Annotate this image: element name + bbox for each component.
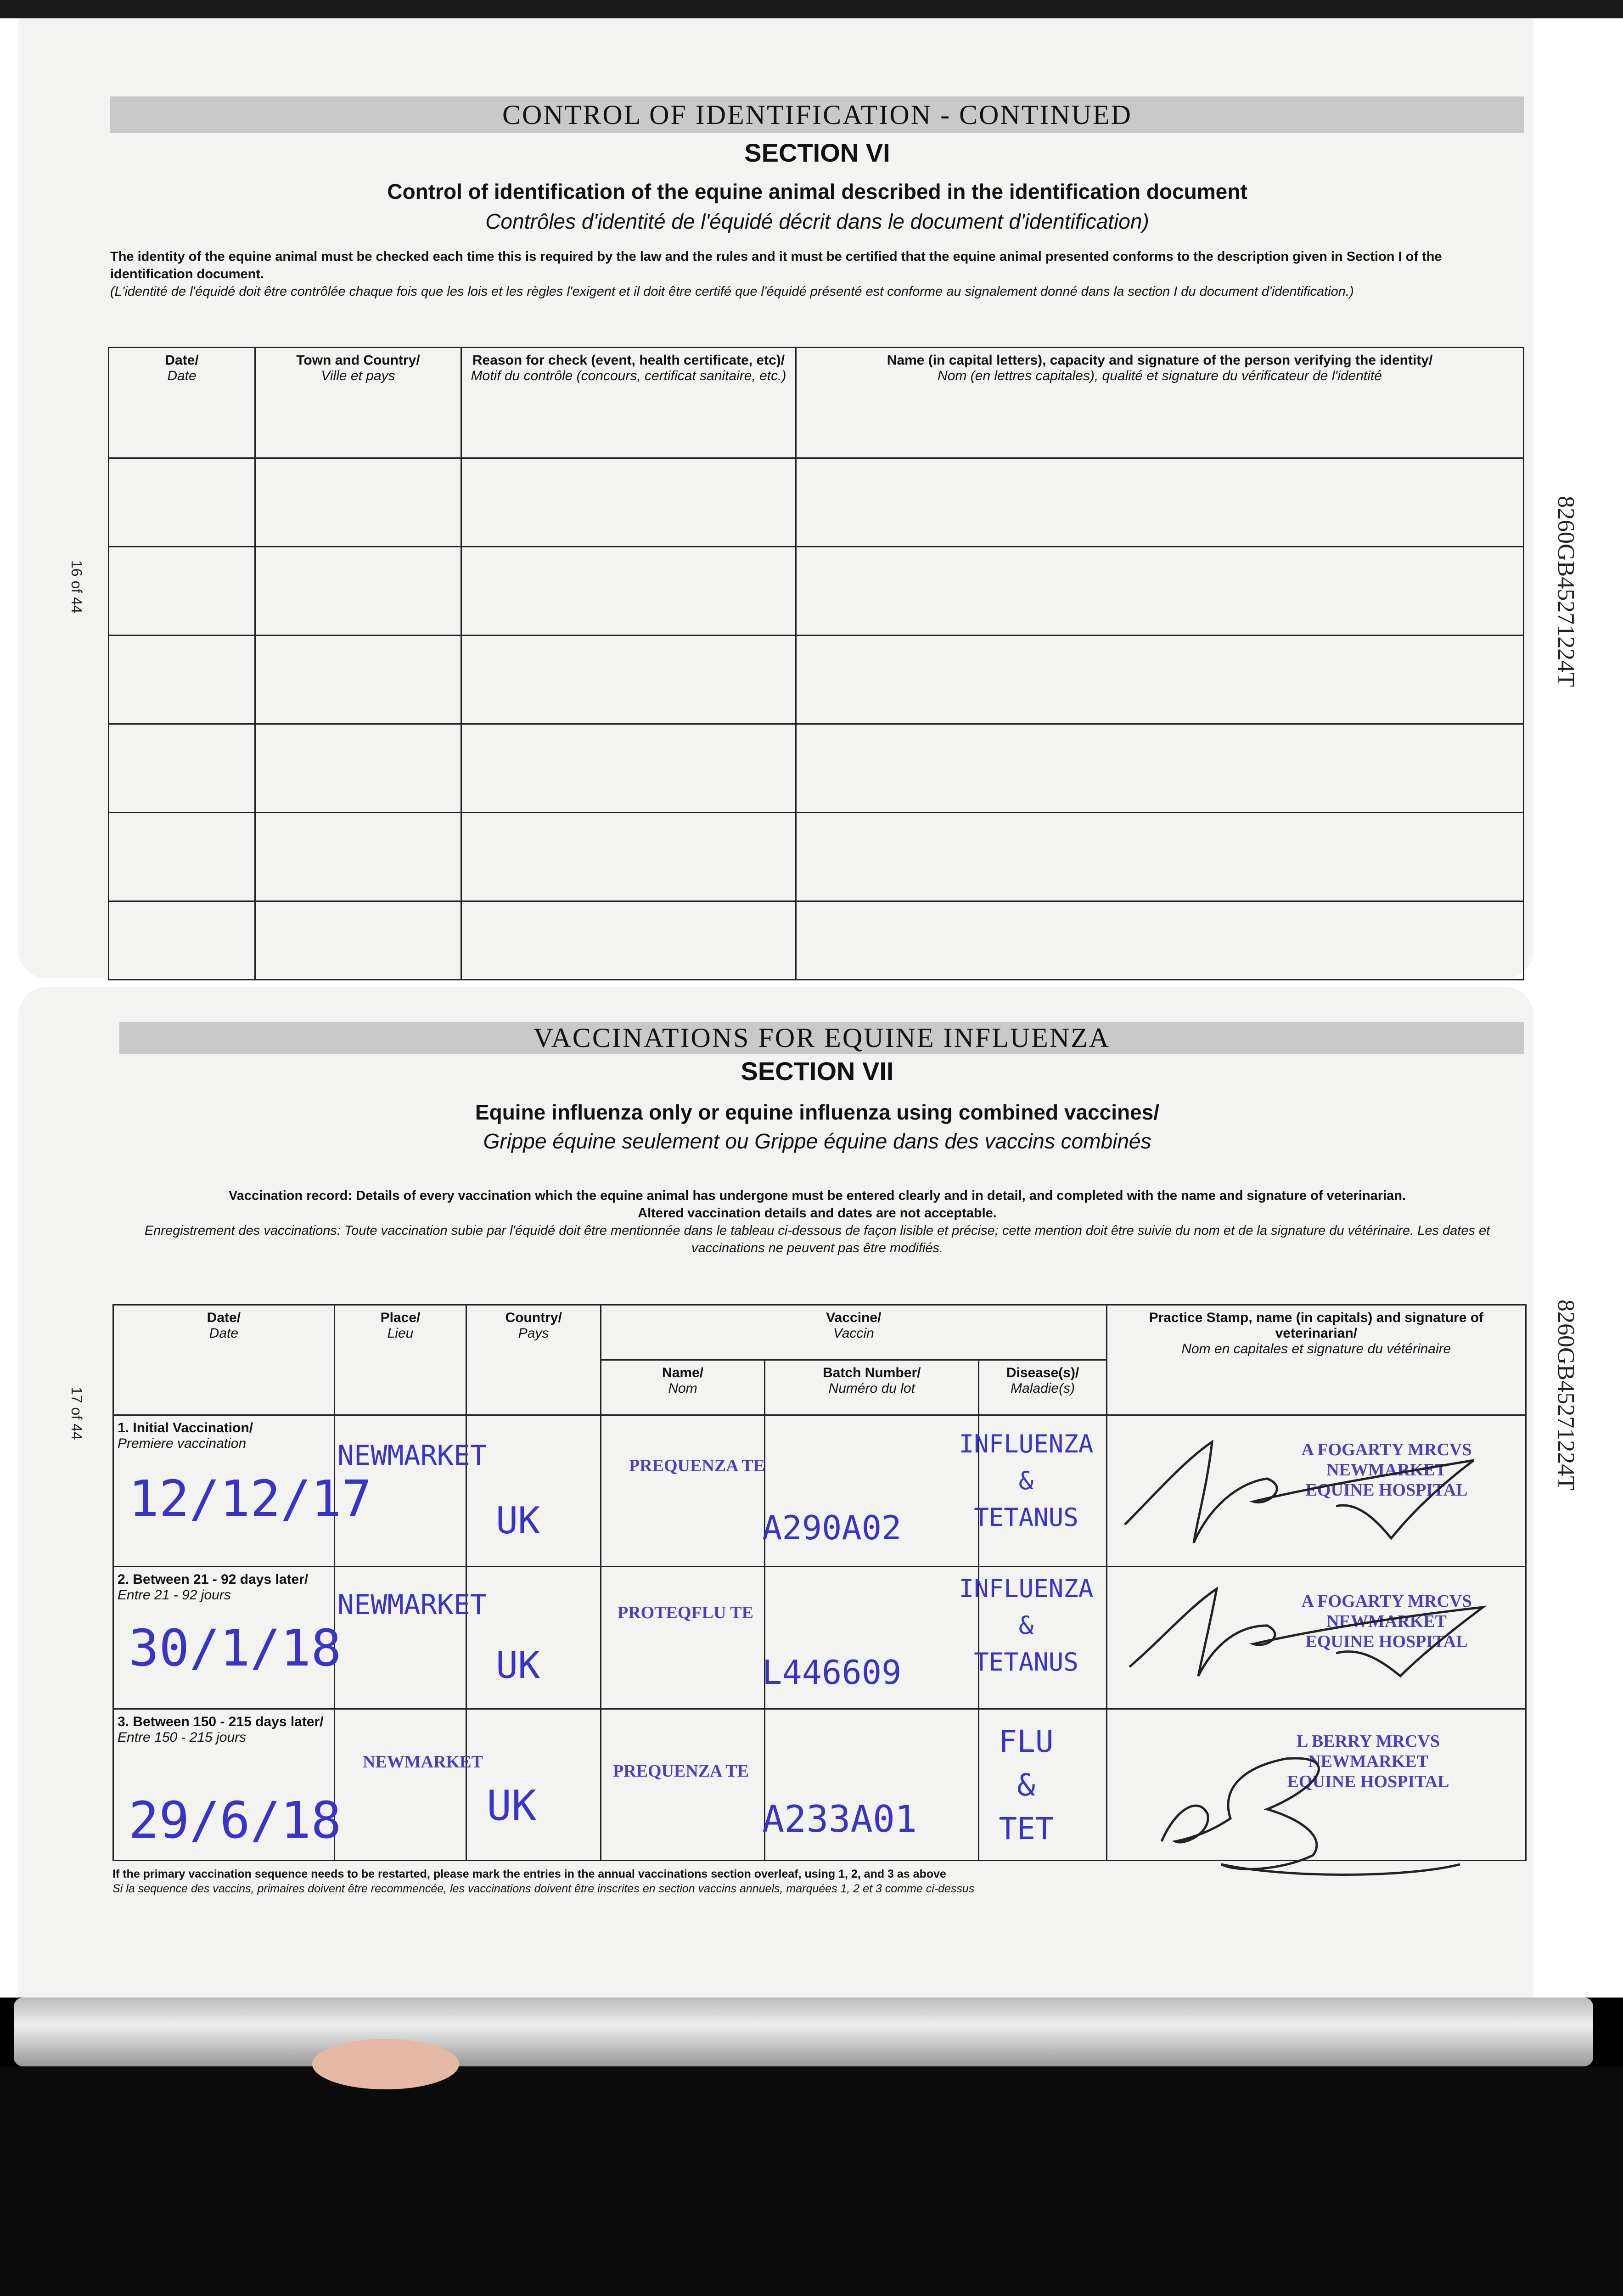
- section-title-en: Control of identification of the equine animal described in the identification document: [387, 180, 1247, 203]
- col-disease-header: Disease(s)/ Maladie(s): [979, 1360, 1106, 1415]
- row3-practice-stamp: L BERRY MRCVS NEWMARKET EQUINE HOSPITAL: [1287, 1732, 1449, 1791]
- vaccination-intro: [110, 1187, 1524, 1257]
- row3-label: 3. Between 150 - 215 days later/ Entre 150 - 215 jours: [113, 1709, 335, 1861]
- col-reason-header: Reason for check (event, health certificate, etc)/ Motif du contrôle (concours, certificat sanitaire, etc.): [461, 348, 796, 458]
- row3-vaccine: PREQUENZA TE: [613, 1761, 749, 1781]
- page-number-16: 16 of 44: [68, 560, 85, 613]
- col-date-header-2: Date/ Date: [113, 1305, 335, 1415]
- col-verifier-header: Name (in capital letters), capacity and signature of the person verifying the identity/ Nom (en lettres capitales), qualité et signature du vérificateur de l'identité: [796, 348, 1524, 458]
- footnote-fr: Si la sequence des vaccins, primaires doivent être recommencée, les vaccinations doivent être inscrites en section vaccins annuels, marquées 1, 2 et 3 comme ci-dessus: [112, 1882, 975, 1895]
- page-number-17: 17 of 44: [68, 1387, 85, 1440]
- top-dark-edge: [0, 0, 1623, 18]
- row1-place: NEWMARKET: [337, 1440, 487, 1472]
- row1-practice-stamp: A FOGARTY MRCVS NEWMARKET EQUINE HOSPITAL: [1301, 1440, 1472, 1500]
- col-country-header: Country/ Pays: [466, 1305, 601, 1415]
- table-row: [109, 636, 1524, 724]
- table-row: [109, 458, 1524, 547]
- intro-label: Vaccination record:: [229, 1188, 353, 1203]
- section-title-en-2: Equine influenza only or equine influenza using combined vaccines/: [475, 1100, 1160, 1124]
- row3-signature: [1148, 1727, 1469, 1878]
- row2-place: NEWMARKET: [337, 1589, 487, 1621]
- section-title-fr: Contrôles d'identité de l'équidé décrit dans le document d'identification): [485, 209, 1149, 233]
- row1-country: UK: [496, 1499, 540, 1542]
- side-id-page1: 8260GB45271224T: [1553, 496, 1579, 687]
- section-header-title: CONTROL OF IDENTIFICATION - CONTINUED: [502, 100, 1132, 130]
- row3-country: UK: [487, 1782, 537, 1830]
- row2-country: UK: [496, 1644, 540, 1687]
- identity-check-table: [108, 347, 1524, 980]
- table-row: [109, 813, 1524, 901]
- row2-vaccine: PROTEQFLU TE: [618, 1603, 753, 1622]
- row3-place: NEWMARKET: [363, 1752, 483, 1772]
- table-row: [109, 724, 1524, 813]
- row3-batch: A233A01: [762, 1798, 917, 1840]
- section-header-bar: [110, 96, 1524, 133]
- section-number: SECTION VI: [744, 138, 890, 167]
- row2-label: 2. Between 21 - 92 days later/ Entre 21 - 92 jours: [113, 1567, 335, 1709]
- intro-text-en: The identity of the equine animal must be checked each time this is required by the law and the rules and it must be certified that the equine animal presented conforms to the description given in Section I of the identification document.: [110, 249, 1442, 281]
- col-date-header: Date/ Date: [109, 348, 255, 458]
- row2-practice-stamp: A FOGARTY MRCVS NEWMARKET EQUINE HOSPITAL: [1301, 1592, 1472, 1651]
- table-row: [109, 547, 1524, 636]
- col-town-header: Town and Country/ Ville et pays: [255, 348, 461, 458]
- intro-text-fr: (L'identité de l'équidé doit être contrôlée chaque fois que les lois et les règles l'exigent et il doit être certifé que l'équidé présenté est conforme au signalement donné dans la section I du document d'identification.): [110, 284, 1354, 299]
- section-number-2: SECTION VII: [741, 1057, 894, 1086]
- binder-edge: [14, 1998, 1593, 2066]
- col-vaccine-header: Vaccine/ Vaccin: [601, 1305, 1107, 1360]
- section-title-fr-2: Grippe équine seulement ou Grippe équine dans des vaccins combinés: [483, 1129, 1151, 1153]
- table-row: [109, 901, 1524, 980]
- intro-text-en-2: Details of every vaccination which the equine animal has undergone must be entered clearly and in detail, and completed with the name and signature of veterinarian.: [356, 1188, 1406, 1203]
- bottom-background: [0, 2066, 1623, 2296]
- row1-disease: INFLUENZA & TETANUS: [959, 1429, 1094, 1532]
- row2-disease: INFLUENZA & TETANUS: [959, 1574, 1094, 1677]
- row1-batch: A290A02: [762, 1508, 902, 1547]
- row1-vaccine: PREQUENZA TE: [629, 1456, 765, 1475]
- section-header-bar-2: [119, 1022, 1524, 1054]
- row3-disease: FLU & TET: [999, 1724, 1054, 1846]
- row1-date: 12/12/17: [129, 1469, 372, 1528]
- col-practice-header: Practice Stamp, name (in capitals) and signature of veterinarian/ Nom en capitales et signature du vétérinaire: [1106, 1305, 1526, 1415]
- row2-signature: [1116, 1575, 1511, 1690]
- side-id-page2: 8260GB45271224T: [1553, 1300, 1579, 1491]
- footnote: [112, 1867, 1527, 1896]
- intro-text-fr-2: Enregistrement des vaccinations: Toute vaccination subie par l'équidé doit être mentionnée dans le tableau ci-dessous de façon lisible et précise; cette mention doit être suivie du nom et de la signature du vétérinaire. Les dates et vaccinations ne peuvent pas être modifiés.: [144, 1223, 1490, 1255]
- row1-label: 1. Initial Vaccination/ Premiere vaccination: [113, 1415, 335, 1567]
- footnote-en: If the primary vaccination sequence needs to be restarted, please mark the entries in the annual vaccinations section overleaf, using 1, 2, and 3 as above: [112, 1868, 946, 1880]
- col-place-header: Place/ Lieu: [334, 1305, 466, 1415]
- col-name-header: Name/ Nom: [601, 1360, 765, 1415]
- finger: [312, 2039, 459, 2089]
- row2-batch: L446609: [762, 1653, 902, 1692]
- col-batch-header: Batch Number/ Numéro du lot: [765, 1360, 979, 1415]
- row1-signature: [1116, 1433, 1501, 1552]
- row3-date: 29/6/18: [129, 1791, 342, 1850]
- row2-date: 30/1/18: [129, 1619, 342, 1677]
- section-header-title-2: VACCINATIONS FOR EQUINE INFLUENZA: [533, 1023, 1111, 1053]
- intro-text-en-3: Altered vaccination details and dates are not acceptable.: [638, 1206, 997, 1221]
- intro-text: [110, 248, 1497, 300]
